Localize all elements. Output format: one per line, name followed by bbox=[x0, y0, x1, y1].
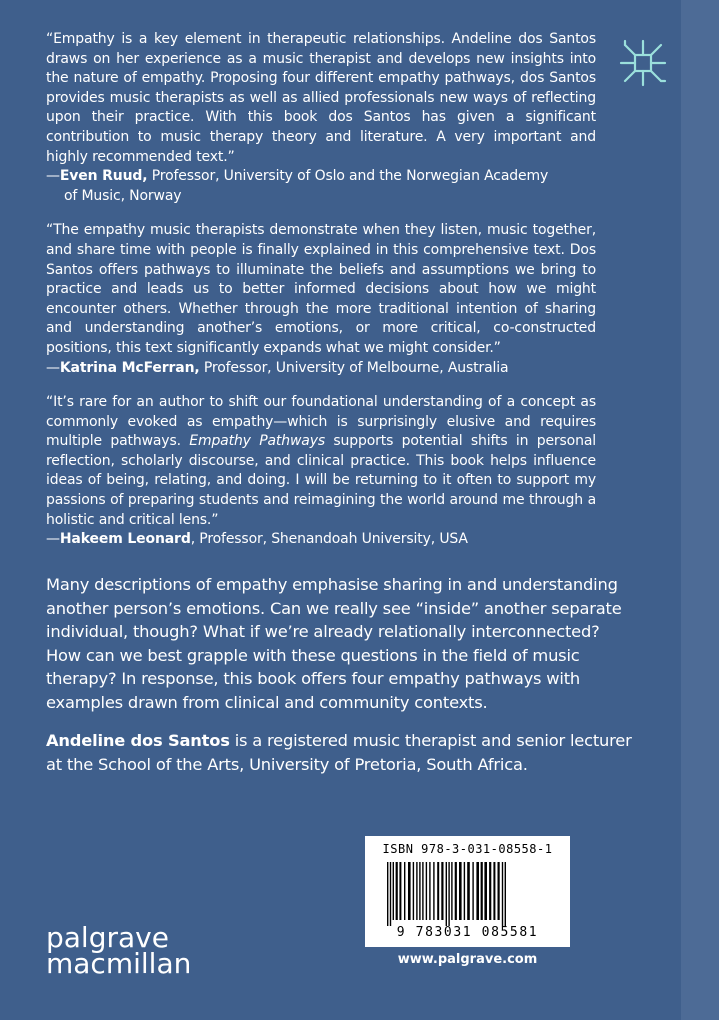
em-dash: — bbox=[46, 531, 60, 548]
barcode-bar bbox=[429, 862, 430, 920]
barcode-bar bbox=[472, 862, 473, 920]
endorsement-3 bbox=[46, 393, 596, 550]
quote-attribution bbox=[46, 530, 596, 550]
quote-text-part: supports potential shifts in personal reflection, scholarly discourse, and clinical practice. This book helps influence ideas of being, relating, and doing. I will be returning to it often to support my passions of preparing students and reimagining the world around me through a holistic and critical lens.” bbox=[46, 433, 596, 528]
book-title-italic: Empathy Pathways bbox=[189, 433, 325, 450]
endorsement-1 bbox=[46, 30, 596, 206]
barcode-bar bbox=[433, 862, 434, 920]
palgrave-logo-icon bbox=[613, 33, 673, 93]
quote-text bbox=[46, 393, 596, 530]
endorser-role: Professor, University of Melbourne, Australia bbox=[199, 359, 509, 376]
barcode-bar bbox=[489, 862, 491, 920]
barcode-bar bbox=[493, 862, 495, 920]
author-bio bbox=[46, 729, 636, 776]
quote-text: “Empathy is a key element in therapeutic relationships. Andeline dos Santos draws on her experience as a music therapist and develops new insights into the nature of empathy. Proposing four different empathy pathways, dos Santos provides music therapists as well as allied professionals new ways of reflecting upon their practice. With this book dos Santos has given a significant contribution to music therapy theory and literature. A very important and highly recommended text.” bbox=[46, 31, 596, 165]
barcode-bar bbox=[390, 862, 391, 926]
barcode-bar bbox=[404, 862, 405, 920]
endorser-name: Even Ruud, bbox=[59, 168, 148, 185]
author-bio-text: is a registered music therapist and senior lecturer at the School of the Arts, University of Pretoria, South Africa. bbox=[46, 731, 632, 774]
barcode-bar bbox=[387, 862, 388, 926]
barcode-bars bbox=[387, 862, 549, 926]
endorsements bbox=[46, 30, 596, 565]
quote-attribution bbox=[46, 167, 596, 206]
spine-strip bbox=[681, 0, 719, 1020]
publisher-name-line1: palgrave bbox=[46, 921, 169, 954]
quote-attribution bbox=[46, 359, 596, 379]
endorsement-2 bbox=[46, 221, 596, 378]
barcode-bar bbox=[464, 862, 465, 920]
barcode-bar bbox=[481, 862, 483, 920]
barcode-bar bbox=[437, 862, 439, 920]
endorser-role-continued: of Music, Norway bbox=[64, 187, 182, 204]
barcode-bar bbox=[448, 862, 449, 926]
barcode-bar bbox=[408, 862, 411, 920]
endorser-name: Katrina McFerran, bbox=[59, 359, 200, 376]
quote-text-part: “It’s rare for an author to shift our foundational understanding of a concept as commonly evoked as empathy—which is surprisingly elusive and requires multiple pathways. bbox=[46, 394, 596, 450]
barcode-bar bbox=[467, 862, 470, 920]
barcode-bar bbox=[459, 862, 462, 920]
barcode-bar bbox=[426, 862, 427, 920]
em-dash: — bbox=[46, 359, 60, 376]
barcode-bar bbox=[502, 862, 503, 926]
publisher-logo bbox=[46, 921, 192, 980]
barcode-bar bbox=[396, 862, 398, 920]
barcode-bar bbox=[422, 862, 423, 920]
barcode-bar bbox=[441, 862, 443, 920]
barcode-bar bbox=[393, 862, 394, 920]
barcode-bar bbox=[416, 862, 417, 920]
quote-text: “The empathy music therapists demonstrate when they listen, music together, and share time with people is finally explained in this comprehensive text. Dos Santos offers pathways to illuminate the beliefs and assumptions we bring to practice and leads us to better informed decisions about how we might encounter others. Whether through the more traditional intention of sharing and understanding another’s emotions, or more critical, co-constructed positions, this text significantly expands what we might consider.” bbox=[46, 222, 596, 356]
barcode-panel bbox=[365, 836, 570, 973]
barcode-bar bbox=[484, 862, 487, 920]
barcode-bar bbox=[455, 862, 457, 920]
book-description: Many descriptions of empathy emphasise sharing in and understanding another person’s emotions. Can we really see “inside” another separate individual, though? What if we’re already relationally interconnected? How can we best grapple with these questions in the field of music therapy? In response, this book offers four empathy pathways with examples drawn from clinical and community contexts. bbox=[46, 575, 622, 712]
barcode-bar bbox=[446, 862, 447, 926]
barcode-bar bbox=[505, 862, 506, 926]
author-name: Andeline dos Santos bbox=[46, 731, 230, 750]
isbn-label: ISBN 978-3-031-08558-1 bbox=[382, 842, 553, 856]
endorser-name: Hakeem Leonard bbox=[59, 531, 191, 548]
publisher-url[interactable]: www.palgrave.com bbox=[365, 947, 570, 973]
barcode-bar bbox=[419, 862, 420, 920]
barcode-digits: 9 783031 085581 bbox=[396, 925, 539, 940]
barcode-bar bbox=[413, 862, 414, 920]
barcode-bar bbox=[399, 862, 401, 920]
barcode-bar bbox=[498, 862, 500, 920]
barcode-bar bbox=[476, 862, 479, 920]
endorser-role: Professor, University of Oslo and the Norwegian Academy bbox=[147, 168, 549, 185]
endorser-role: , Professor, Shenandoah University, USA bbox=[190, 531, 468, 548]
em-dash: — bbox=[46, 168, 60, 185]
barcode-bar bbox=[451, 862, 452, 920]
publisher-name-line2: macmillan bbox=[46, 947, 192, 980]
